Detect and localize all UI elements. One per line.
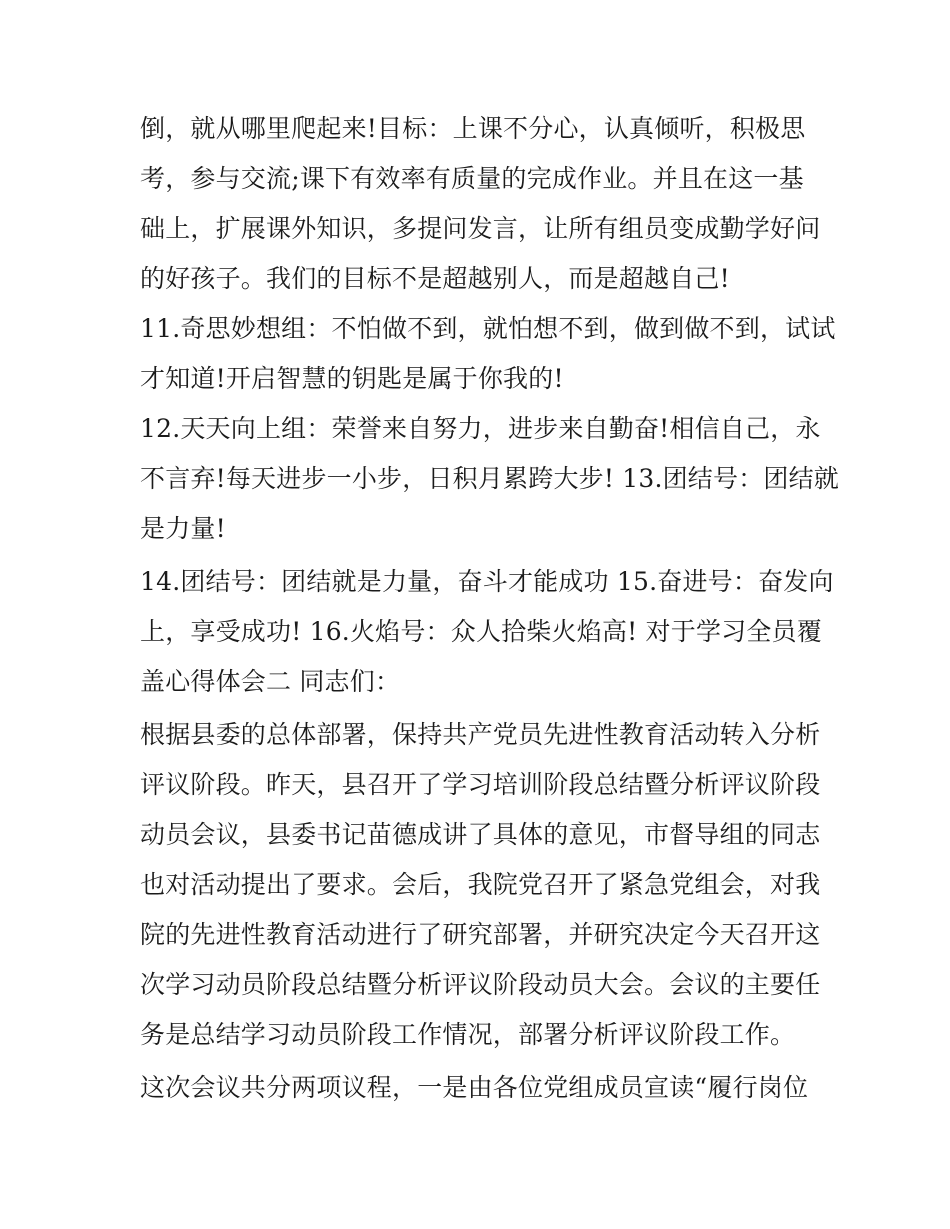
text-line: 考，参与交流;课下有效率有质量的完成作业。并且在这一基 (140, 164, 804, 193)
text-line: 不言弃!每天进步一小步，日积月累跨大步! 13.团结号：团结就 (140, 464, 840, 493)
text-line: 动员会议，县委书记苗德成讲了具体的意见，市督导组的同志 (140, 820, 821, 849)
text-line: 评议阶段。昨天，县召开了学习培训阶段总结暨分析评议阶段 (140, 770, 821, 799)
text-line: 的好孩子。我们的目标不是超越别人，而是超越自己! (140, 264, 730, 293)
text-line: 次学习动员阶段总结暨分析评议阶段动员大会。会议的主要任 (140, 970, 821, 999)
text-line: 务是总结学习动员阶段工作情况，部署分析评议阶段工作。 (140, 1020, 796, 1049)
text-line: 这次会议共分两项议程，一是由各位党组成员宣读“履行岗位 (140, 1073, 809, 1102)
text-line: 上，享受成功! 16.火焰号：众人拾柴火焰高! 对于学习全员覆 (140, 617, 822, 646)
text-line: 12.天天向上组：荣誉来自努力，进步来自勤奋!相信自己，永 (140, 414, 821, 443)
text-line: 盖心得体会二 同志们： (140, 667, 401, 696)
text-line: 是力量! (140, 514, 226, 543)
text-line: 础上，扩展课外知识，多提问发言，让所有组员变成勤学好问 (140, 214, 821, 243)
text-line: 倒，就从哪里爬起来!目标：上课不分心，认真倾听，积极思 (140, 114, 806, 143)
text-line: 才知道!开启智慧的钥匙是属于你我的! (140, 364, 564, 393)
text-line: 14.团结号：团结就是力量，奋斗才能成功 15.奋进号：奋发向 (140, 567, 834, 596)
text-line: 院的先进性教育活动进行了研究部署，并研究决定今天召开这 (140, 920, 821, 949)
text-line: 也对活动提出了要求。会后，我院党召开了紧急党组会，对我 (140, 870, 821, 899)
text-line: 11.奇思妙想组：不怕做不到，就怕想不到，做到做不到，试试 (140, 314, 836, 343)
text-line: 根据县委的总体部署，保持共产党员先进性教育活动转入分析 (140, 720, 821, 749)
